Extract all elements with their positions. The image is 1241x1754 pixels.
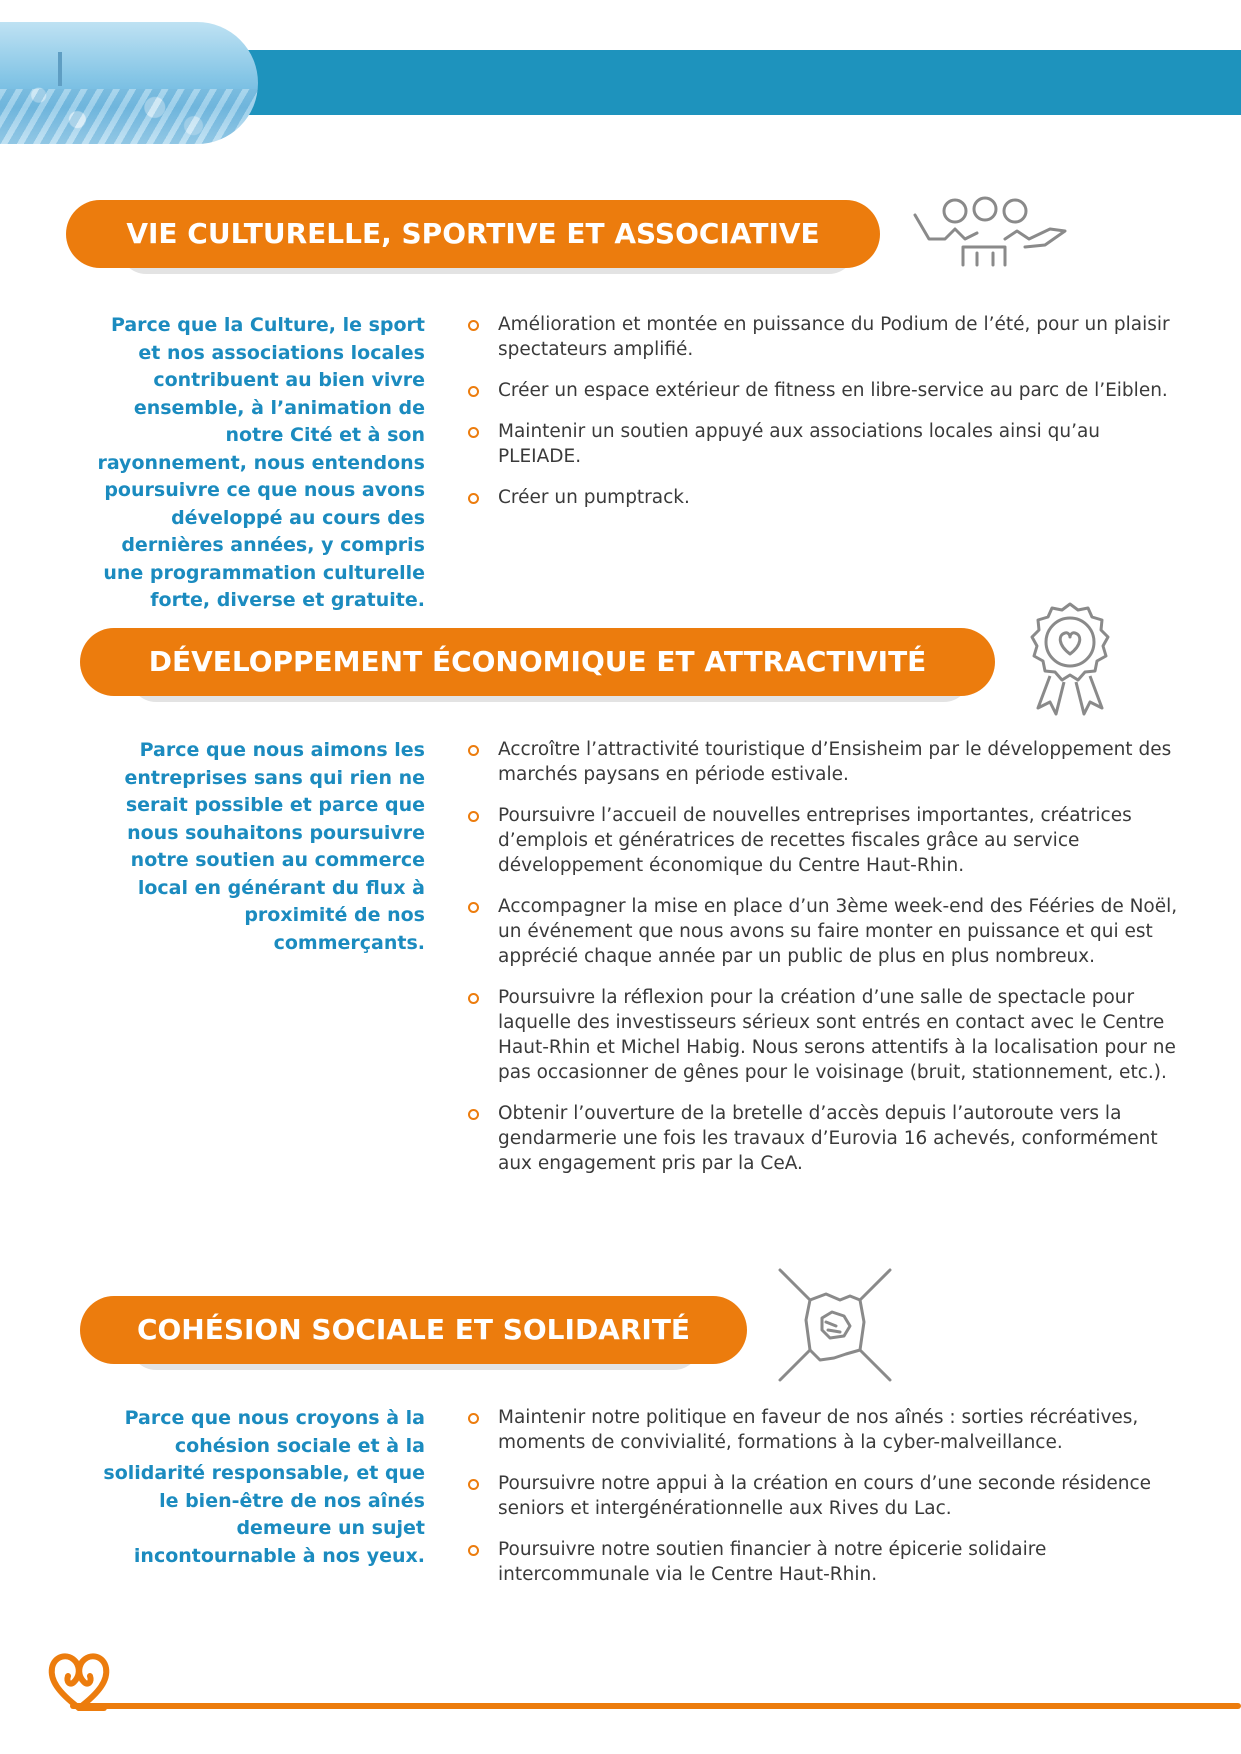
bullet-icon (468, 320, 479, 331)
bullet-icon (468, 427, 479, 438)
joined-hands-icon (770, 1260, 900, 1390)
award-heart-icon (1020, 600, 1120, 720)
list-item: Créer un pumptrack. (468, 485, 1188, 510)
church-spire (58, 52, 62, 86)
section-2-list (468, 737, 1188, 1192)
list-item: Poursuivre l’accueil de nouvelles entreprises importantes, créatrices d’emplois et génératrices de recettes fiscales grâce au service développement économique du Centre Haut-Rhin. (468, 803, 1188, 878)
rooftops (0, 89, 258, 144)
bullet-icon (468, 1413, 479, 1424)
section-3-title: COHÉSION SOCIALE ET SOLIDARITÉ (80, 1296, 747, 1364)
bullet-icon (468, 993, 479, 1004)
section-1-list (468, 312, 1188, 526)
bullet-icon (468, 902, 479, 913)
bullet-icon (468, 1545, 479, 1556)
list-item: Créer un espace extérieur de fitness en libre-service au parc de l’Eiblen. (468, 378, 1188, 403)
section-2-title: DÉVELOPPEMENT ÉCONOMIQUE ET ATTRACTIVITÉ (80, 628, 995, 696)
bullet-icon (468, 493, 479, 504)
section-1-title: VIE CULTURELLE, SPORTIVE ET ASSOCIATIVE (66, 200, 880, 268)
bullet-icon (468, 811, 479, 822)
bullet-icon (468, 386, 479, 397)
list-item: Poursuivre la réflexion pour la création d’une salle de spectacle pour laquelle des investisseurs sérieux sont entrés en contact avec le Centre Haut-Rhin et Michel Habig. Nous serons attentifs à la localisation pour ne pas occasionner de gênes pour le voisinage (bruit, stationnement, etc.). (468, 985, 1188, 1085)
section-3-list (468, 1405, 1188, 1603)
list-item: Accroître l’attractivité touristique d’Ensisheim par le développement des marchés paysans en période estivale. (468, 737, 1188, 787)
footer-line (70, 1703, 1241, 1709)
section-3-intro: Parce que nous croyons à la cohésion sociale et à la solidarité responsable, et que le bien-être de nos aînés demeure un sujet incontournable à nos yeux. (103, 1407, 425, 1567)
list-item: Maintenir un soutien appuyé aux associations locales ainsi qu’au PLEIADE. (468, 419, 1188, 469)
bullet-icon (468, 1479, 479, 1490)
section-2-intro: Parce que nous aimons les entreprises sans qui rien ne serait possible et parce que nous souhaitons poursuivre notre soutien au commerce local en générant du flux à proximité de nos commerçants. (124, 739, 425, 954)
section-1-intro: Parce que la Culture, le sport et nos associations locales contribuent au bien vivre ensemble, à l’animation de notre Cité et à son rayonnement, nous entendons poursuivre ce que nous avons développé au cours des dernières années, y compris une programmation culturelle forte, diverse et gratuite. (97, 314, 425, 611)
bullet-icon (468, 1109, 479, 1120)
list-item: Poursuivre notre appui à la création en cours d’une seconde résidence seniors et intergénérationnelle aux Rives du Lac. (468, 1471, 1188, 1521)
bullet-icon (468, 745, 479, 756)
people-group-icon (905, 195, 1075, 273)
list-item: Maintenir notre politique en faveur de nos aînés : sorties récréatives, moments de convivialité, formations à la cyber-malveillance. (468, 1405, 1188, 1455)
list-item: Amélioration et montée en puissance du Podium de l’été, pour un plaisir spectateurs amplifié. (468, 312, 1188, 362)
list-item: Accompagner la mise en place d’un 3ème week-end des Fééries de Noël, un événement que nous avons su faire monter en puissance et qui est apprécié chaque année par un public de plus en plus nombreux. (468, 894, 1188, 969)
city-photo (0, 22, 258, 144)
list-item: Obtenir l’ouverture de la bretelle d’accès depuis l’autoroute vers la gendarmerie une fois les travaux d’Eurovia 16 achevés, conformément aux engagement pris par la CeA. (468, 1101, 1188, 1176)
list-item: Poursuivre notre soutien financier à notre épicerie solidaire intercommunale via le Centre Haut-Rhin. (468, 1537, 1188, 1587)
